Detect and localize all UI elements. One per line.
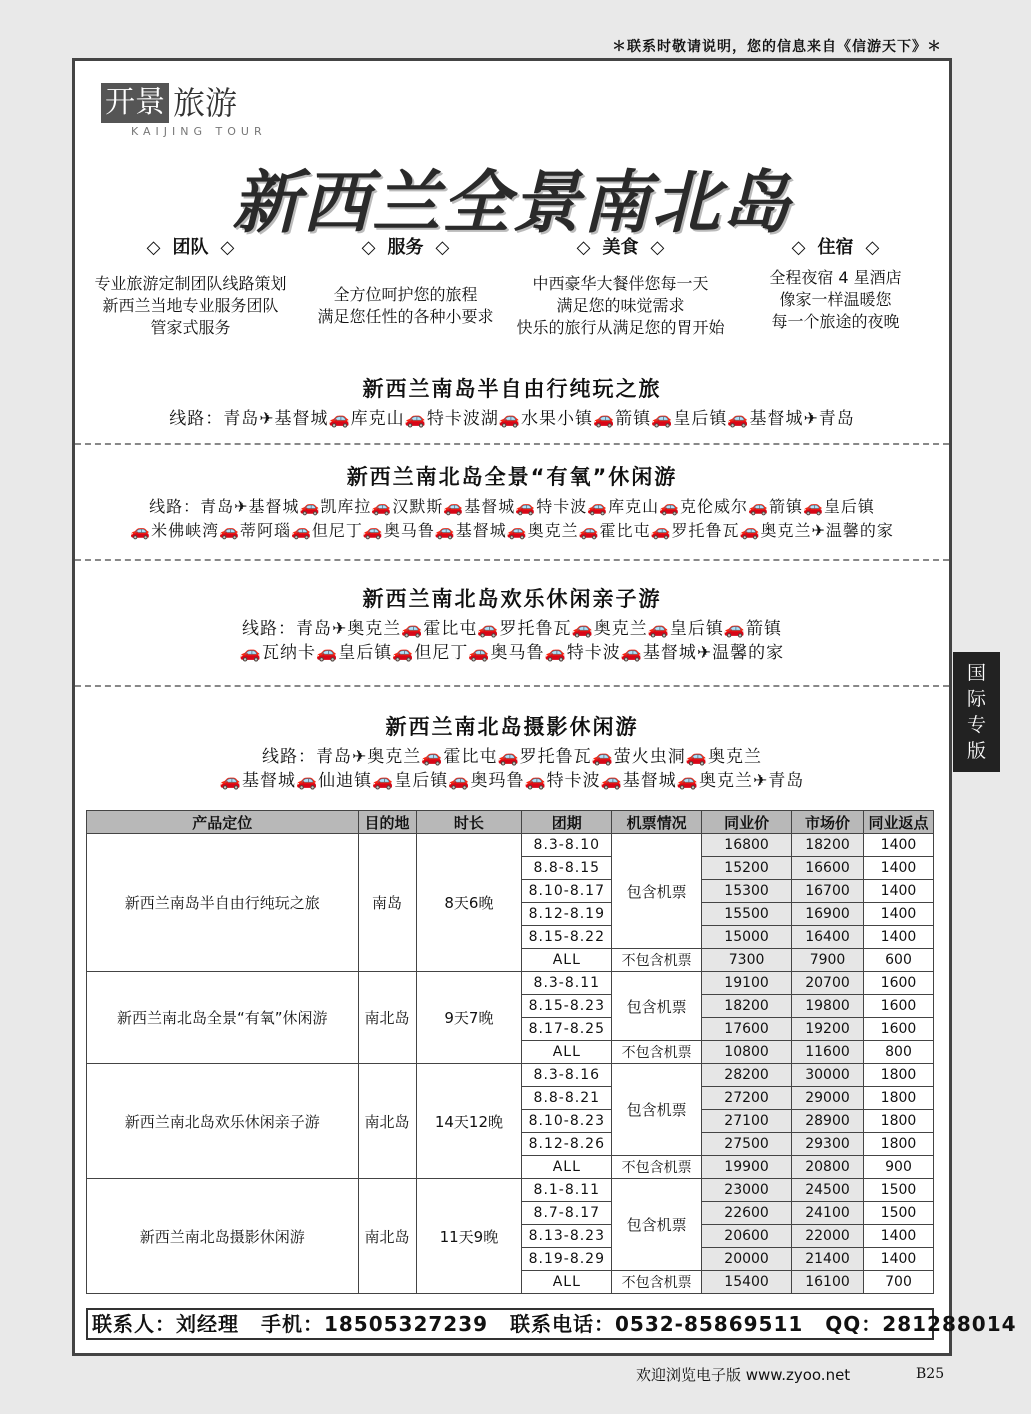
product-name: 新西兰南岛半自由行纯玩之旅 — [87, 834, 359, 972]
departure-date: 8.13-8.23 — [522, 1225, 612, 1248]
route-block-1 — [75, 373, 949, 431]
market-price: 19800 — [792, 995, 864, 1018]
product-name: 新西兰南北岛摄影休闲游 — [87, 1179, 359, 1294]
departure-date: 8.15-8.23 — [522, 995, 612, 1018]
price-table — [86, 810, 934, 1294]
departure-date: 8.15-8.22 — [522, 926, 612, 949]
table-row — [87, 972, 934, 995]
table-row — [87, 1064, 934, 1087]
feature-food — [513, 233, 728, 339]
route-title: 新西兰南北岛欢乐休闲亲子游 — [362, 587, 662, 611]
feature-line: 满足您任性的各种小要求 — [317, 307, 494, 326]
logo-box-text: 开景 — [101, 83, 169, 123]
trade-price: 15000 — [702, 926, 792, 949]
dashed-divider — [75, 559, 949, 561]
product-name: 新西兰南北岛全景“有氧”休闲游 — [87, 972, 359, 1064]
trade-price: 23000 — [702, 1179, 792, 1202]
contact-phone: 联系电话：0532-85869511 — [510, 1312, 804, 1336]
table-header-row — [87, 811, 934, 834]
market-price: 28900 — [792, 1110, 864, 1133]
route-line: 🚗瓦纳卡🚗皇后镇🚗但尼丁🚗奥马鲁🚗特卡波🚗基督城✈温馨的家 — [239, 643, 785, 663]
market-price: 30000 — [792, 1064, 864, 1087]
market-price: 29300 — [792, 1133, 864, 1156]
feature-service — [298, 233, 513, 339]
route-line: 🚗米佛峡湾🚗蒂阿瑙🚗但尼丁🚗奥马鲁🚗基督城🚗奥克兰🚗霍比屯🚗罗托鲁瓦🚗奥克兰✈温馨的家 — [130, 521, 894, 540]
column-header: 同业返点 — [863, 811, 933, 834]
departure-date: 8.12-8.26 — [522, 1133, 612, 1156]
trade-rebate: 900 — [863, 1156, 933, 1179]
destination: 南岛 — [358, 834, 416, 972]
feature-list — [83, 233, 943, 339]
trade-price: 19100 — [702, 972, 792, 995]
ticket-status: 不包含机票 — [612, 1156, 702, 1179]
feature-line: 专业旅游定制团队线路策划 — [94, 274, 287, 293]
main-title: 新西兰全景南北岛 — [231, 164, 792, 243]
diamond-icon: ◇ — [146, 237, 161, 258]
feature-heading: 服务 — [387, 237, 424, 258]
trade-price: 15200 — [702, 857, 792, 880]
duration: 14天12晚 — [416, 1064, 522, 1179]
column-header: 目的地 — [358, 811, 416, 834]
trade-rebate: 1400 — [863, 926, 933, 949]
departure-date: ALL — [522, 949, 612, 972]
feature-line: 像家一样温暖您 — [779, 290, 892, 309]
ticket-status: 不包含机票 — [612, 1271, 702, 1294]
route-line: 线路：青岛✈基督城🚗库克山🚗特卡波湖🚗水果小镇🚗箭镇🚗皇后镇🚗基督城✈青岛 — [169, 409, 855, 429]
route-block-3 — [75, 583, 949, 665]
route-line: 线路：青岛✈奥克兰🚗霍比屯🚗罗托鲁瓦🚗萤火虫洞🚗奥克兰 — [262, 747, 762, 767]
ticket-status: 包含机票 — [612, 834, 702, 949]
trade-rebate: 1400 — [863, 1225, 933, 1248]
table-row — [87, 1179, 934, 1202]
diamond-icon: ◇ — [865, 237, 880, 258]
departure-date: 8.3-8.16 — [522, 1064, 612, 1087]
departure-date: ALL — [522, 1041, 612, 1064]
departure-date: 8.3-8.11 — [522, 972, 612, 995]
column-header: 同业价 — [702, 811, 792, 834]
feature-line: 满足您的味觉需求 — [556, 296, 685, 315]
trade-rebate: 1500 — [863, 1202, 933, 1225]
logo-rest-text: 旅游 — [173, 84, 238, 122]
market-price: 11600 — [792, 1041, 864, 1064]
logo-subtitle: KAIJING TOUR — [131, 125, 267, 138]
trade-rebate: 1400 — [863, 834, 933, 857]
section-tab-char: 专 — [966, 714, 986, 736]
trade-price: 7300 — [702, 949, 792, 972]
trade-rebate: 1600 — [863, 1018, 933, 1041]
departure-date: ALL — [522, 1271, 612, 1294]
trade-price: 17600 — [702, 1018, 792, 1041]
route-title: 新西兰南北岛全景“有氧”休闲游 — [346, 465, 678, 489]
section-tab — [953, 652, 1000, 772]
departure-date: 8.19-8.29 — [522, 1248, 612, 1271]
trade-rebate: 700 — [863, 1271, 933, 1294]
duration: 8天6晚 — [416, 834, 522, 972]
source-note: ＊联系时敬请说明，您的信息来自《信游天下》＊ — [612, 39, 942, 55]
diamond-icon: ◇ — [576, 237, 591, 258]
market-price: 16600 — [792, 857, 864, 880]
trade-rebate: 1800 — [863, 1110, 933, 1133]
market-price: 18200 — [792, 834, 864, 857]
diamond-icon: ◇ — [791, 237, 806, 258]
contact-qq: QQ：281288014 — [825, 1312, 1017, 1336]
feature-line: 管家式服务 — [150, 318, 231, 337]
diamond-icon: ◇ — [220, 237, 235, 258]
trade-price: 22600 — [702, 1202, 792, 1225]
market-price: 19200 — [792, 1018, 864, 1041]
trade-rebate: 1600 — [863, 995, 933, 1018]
duration: 11天9晚 — [416, 1179, 522, 1294]
feature-line: 快乐的旅行从满足您的胃开始 — [516, 318, 725, 337]
departure-date: 8.7-8.17 — [522, 1202, 612, 1225]
ticket-status: 不包含机票 — [612, 1041, 702, 1064]
product-name: 新西兰南北岛欢乐休闲亲子游 — [87, 1064, 359, 1179]
feature-heading: 团队 — [172, 237, 209, 258]
column-header: 机票情况 — [612, 811, 702, 834]
route-line: 🚗基督城🚗仙迪镇🚗皇后镇🚗奥玛鲁🚗特卡波🚗基督城🚗奥克兰✈青岛 — [219, 771, 805, 791]
footer-welcome: 欢迎浏览电子版 www.zyoo.net — [636, 1366, 851, 1384]
market-price: 29000 — [792, 1087, 864, 1110]
diamond-icon: ◇ — [435, 237, 450, 258]
dashed-divider — [75, 443, 949, 445]
column-header: 产品定位 — [87, 811, 359, 834]
feature-heading: 住宿 — [817, 237, 854, 258]
trade-price: 16800 — [702, 834, 792, 857]
feature-line: 全程夜宿 4 星酒店 — [769, 268, 902, 287]
trade-price: 20600 — [702, 1225, 792, 1248]
diamond-icon: ◇ — [650, 237, 665, 258]
departure-date: 8.8-8.15 — [522, 857, 612, 880]
departure-date: 8.12-8.19 — [522, 903, 612, 926]
table-row — [87, 834, 934, 857]
column-header: 市场价 — [792, 811, 864, 834]
trade-price: 15300 — [702, 880, 792, 903]
trade-rebate: 1400 — [863, 903, 933, 926]
trade-rebate: 1600 — [863, 972, 933, 995]
price-table-body — [87, 834, 934, 1294]
trade-price: 28200 — [702, 1064, 792, 1087]
dashed-divider — [75, 685, 949, 687]
route-line: 线路：青岛✈奥克兰🚗霍比屯🚗罗托鲁瓦🚗奥克兰🚗皇后镇🚗箭镇 — [241, 619, 783, 639]
feature-heading: 美食 — [602, 237, 639, 258]
departure-date: 8.10-8.23 — [522, 1110, 612, 1133]
section-tab-char: 国 — [966, 662, 986, 684]
market-price: 22000 — [792, 1225, 864, 1248]
departure-date: 8.8-8.21 — [522, 1087, 612, 1110]
duration: 9天7晚 — [416, 972, 522, 1064]
market-price: 21400 — [792, 1248, 864, 1271]
route-line: 线路：青岛✈基督城🚗凯库拉🚗汉默斯🚗基督城🚗特卡波🚗库克山🚗克伦威尔🚗箭镇🚗皇后镇 — [149, 497, 875, 516]
market-price: 24100 — [792, 1202, 864, 1225]
destination: 南北岛 — [358, 1064, 416, 1179]
departure-date: ALL — [522, 1156, 612, 1179]
market-price: 20700 — [792, 972, 864, 995]
market-price: 7900 — [792, 949, 864, 972]
trade-price: 15400 — [702, 1271, 792, 1294]
route-title: 新西兰南岛半自由行纯玩之旅 — [362, 377, 662, 401]
trade-rebate: 1800 — [863, 1133, 933, 1156]
page-number: B25 — [916, 1366, 945, 1382]
brand-logo — [101, 83, 267, 138]
trade-price: 20000 — [702, 1248, 792, 1271]
section-tab-char: 际 — [966, 688, 986, 710]
market-price: 16900 — [792, 903, 864, 926]
section-tab-char: 版 — [966, 740, 986, 762]
market-price: 16100 — [792, 1271, 864, 1294]
ticket-status: 包含机票 — [612, 1179, 702, 1271]
contact-bar — [86, 1308, 1017, 1340]
ticket-status: 包含机票 — [612, 1064, 702, 1156]
ticket-status: 不包含机票 — [612, 949, 702, 972]
trade-rebate: 1400 — [863, 857, 933, 880]
trade-rebate: 800 — [863, 1041, 933, 1064]
market-price: 16700 — [792, 880, 864, 903]
trade-price: 15500 — [702, 903, 792, 926]
feature-lodging — [728, 233, 943, 339]
diamond-icon: ◇ — [361, 237, 376, 258]
route-block-2 — [75, 461, 949, 543]
feature-team — [83, 233, 298, 339]
departure-date: 8.17-8.25 — [522, 1018, 612, 1041]
departure-date: 8.1-8.11 — [522, 1179, 612, 1202]
destination: 南北岛 — [358, 1179, 416, 1294]
market-price: 20800 — [792, 1156, 864, 1179]
departure-date: 8.3-8.10 — [522, 834, 612, 857]
trade-price: 19900 — [702, 1156, 792, 1179]
trade-rebate: 1800 — [863, 1064, 933, 1087]
feature-line: 新西兰当地专业服务团队 — [102, 296, 279, 315]
column-header: 时长 — [416, 811, 522, 834]
trade-price: 27200 — [702, 1087, 792, 1110]
destination: 南北岛 — [358, 972, 416, 1064]
departure-date: 8.10-8.17 — [522, 880, 612, 903]
column-header: 团期 — [522, 811, 612, 834]
trade-price: 18200 — [702, 995, 792, 1018]
trade-rebate: 1500 — [863, 1179, 933, 1202]
feature-line: 全方位呵护您的旅程 — [333, 285, 478, 304]
trade-rebate: 1800 — [863, 1087, 933, 1110]
feature-line: 中西豪华大餐伴您每一天 — [532, 274, 709, 293]
trade-rebate: 1400 — [863, 1248, 933, 1271]
trade-price: 10800 — [702, 1041, 792, 1064]
market-price: 24500 — [792, 1179, 864, 1202]
trade-rebate: 1400 — [863, 880, 933, 903]
route-title: 新西兰南北岛摄影休闲游 — [385, 715, 639, 739]
contact-person: 联系人：刘经理 — [92, 1312, 239, 1336]
feature-line: 每一个旅途的夜晚 — [771, 312, 900, 331]
trade-price: 27100 — [702, 1110, 792, 1133]
route-block-4 — [75, 711, 949, 793]
market-price: 16400 — [792, 926, 864, 949]
trade-price: 27500 — [702, 1133, 792, 1156]
contact-mobile: 手机：18505327239 — [260, 1312, 489, 1336]
ticket-status: 包含机票 — [612, 972, 702, 1041]
trade-rebate: 600 — [863, 949, 933, 972]
